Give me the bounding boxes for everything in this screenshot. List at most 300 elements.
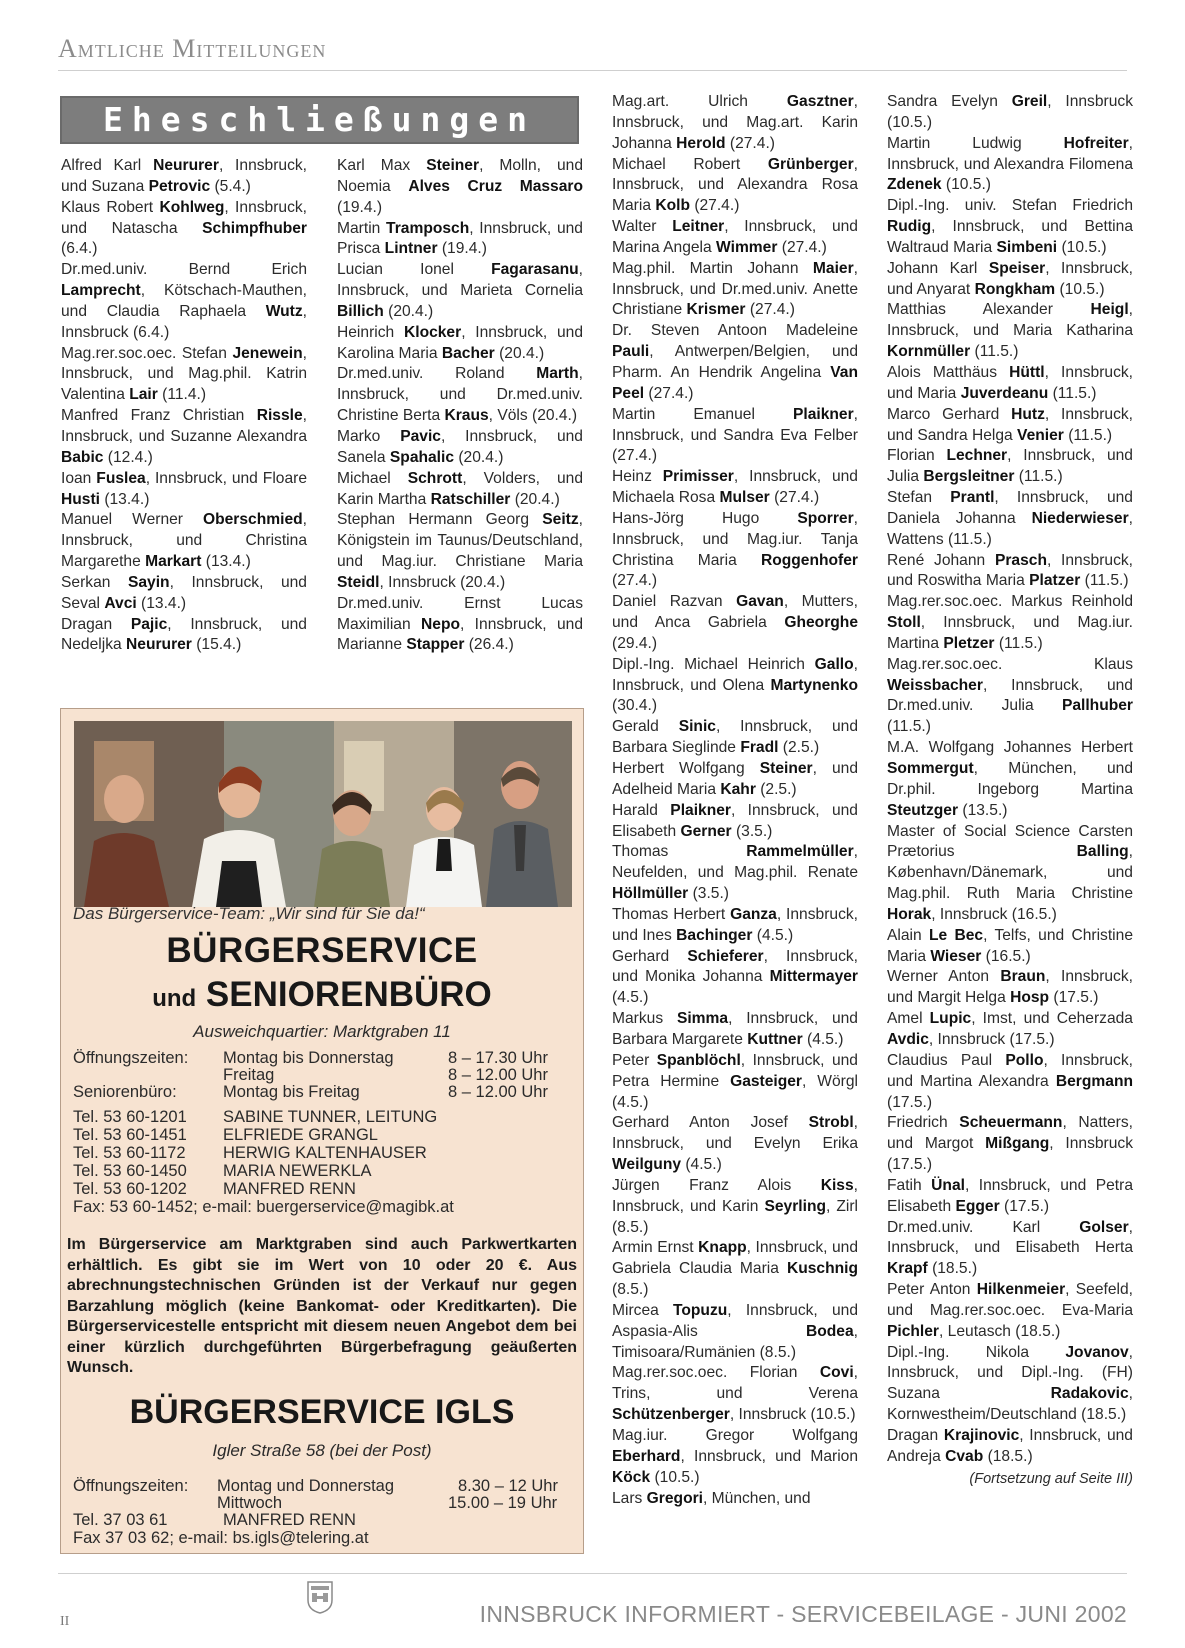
marriage-entry	[887, 1009, 1133, 1051]
marriage-entry	[887, 1051, 1133, 1114]
seniorenbuero-title	[61, 975, 583, 1015]
entry-date: (13.4.)	[201, 553, 251, 571]
igls-name: MANFRED RENN	[223, 1511, 356, 1529]
entry-given-name: Marco Gerhard	[887, 405, 1012, 423]
entry-surname: Pauli	[612, 343, 650, 361]
entry-date: (13.5.)	[958, 801, 1008, 819]
entry-surname: Steiner	[759, 760, 813, 777]
marriage-entry	[887, 92, 1133, 134]
entry-text: , Innsbruck, und Julia	[887, 447, 1133, 486]
entry-surname: Pichler	[887, 1322, 940, 1340]
marriage-entry	[612, 1009, 858, 1051]
entry-text: , Seefeld, und Mag.rer.soc.oec. Eva-Maria	[887, 1281, 1133, 1319]
igls-hours-label: Öffnungszeiten:	[73, 1477, 189, 1495]
marriage-entry	[612, 1176, 858, 1239]
entry-surname: Kahr	[720, 780, 756, 798]
entry-surname: Kiss	[820, 1176, 854, 1194]
entry-date: (4.5.)	[612, 989, 649, 1007]
marriage-entry	[887, 1176, 1133, 1218]
buergerservice-title: BÜRGERSERVICE	[166, 931, 478, 970]
entry-text: , Innsbruck, und Natascha	[61, 198, 307, 237]
entry-text: , München, und Dr.phil. Ingeborg Martina	[887, 760, 1133, 798]
entry-surname: Hutz	[1011, 405, 1045, 423]
entry-surname: Pollo	[1005, 1051, 1044, 1069]
entry-given-name: Gerhard Anton Josef	[612, 1114, 809, 1132]
entry-surname: Krajinovic	[943, 1427, 1020, 1444]
running-head: Amtliche Mitteilungen	[58, 34, 327, 63]
entry-surname: Lintner	[384, 240, 438, 258]
section-banner	[60, 96, 579, 144]
entry-text: , Innsbruck, und Daniela Johanna	[887, 489, 1133, 527]
entry-surname: Gasztner	[786, 93, 854, 110]
entry-text: , Innsbruck, und Floare	[145, 469, 307, 487]
entry-text: , Innsbruck, und Petra Elisabeth	[887, 1176, 1134, 1215]
entry-surname: Balling	[1076, 843, 1129, 861]
entry-given-name: Herbert Wolfgang	[612, 760, 760, 777]
entry-surname: Zdenek	[887, 176, 942, 194]
entry-date: (11.5.)	[887, 718, 931, 736]
entry-surname: Tramposch	[386, 219, 470, 237]
entry-text: , Antwerpen/Belgien, und Pharm. An Hendrik Angelina	[612, 343, 858, 381]
entry-surname: Pavic	[400, 427, 441, 445]
marriage-entry	[61, 510, 307, 573]
entry-date: (29.4.)	[612, 634, 658, 652]
entry-given-name: Thomas Herbert	[612, 905, 731, 923]
entry-surname: Prasch	[994, 551, 1047, 569]
entry-surname: Simma	[676, 1010, 729, 1028]
entry-text: , Innsbruck, und Aspasia-Alis	[612, 1301, 858, 1340]
entry-given-name: Gerhard	[612, 947, 688, 965]
contact-phone: Tel. 53 60-1201	[73, 1108, 187, 1126]
marriage-entry	[337, 219, 583, 261]
entry-given-name: Mag.art. Ulrich	[612, 93, 787, 110]
entry-surname: Schieferer	[687, 947, 764, 965]
entry-given-name: Heinrich	[337, 323, 404, 341]
entry-text: , und Adelheid Maria	[612, 760, 859, 798]
marriage-entry	[887, 405, 1133, 447]
entry-date: (11.5.)	[970, 343, 1019, 361]
entry-date: (8.5.)	[612, 1281, 649, 1299]
marriage-entry	[337, 156, 583, 219]
marriage-entry	[612, 655, 858, 718]
entry-given-name: Werner Anton	[887, 968, 1001, 986]
marriage-entry	[612, 592, 858, 655]
entry-surname: Nepo	[421, 615, 460, 633]
entry-surname: Bacher	[441, 344, 495, 362]
photo-caption: Das Bürgerservice-Team: „Wir sind für Sie da!“	[73, 904, 425, 923]
marriage-entry	[612, 259, 858, 322]
hours-label: Seniorenbüro:	[73, 1083, 177, 1101]
hours-days: Montag bis Donnerstag	[223, 1049, 394, 1067]
entry-given-name: Mag.rer.soc.oec. Stefan	[61, 344, 233, 362]
entry-date: (27.4.)	[769, 489, 820, 507]
entry-surname: Hosp	[1010, 989, 1050, 1007]
entry-date: (20.4.)	[454, 448, 504, 466]
entry-given-name: Stefan	[887, 489, 951, 507]
marriage-entry	[887, 926, 1133, 968]
entry-date: , Völs (20.4.)	[488, 407, 578, 425]
entry-surname: Steidl	[337, 573, 380, 591]
hours-time: 8 – 17.30 Uhr	[448, 1049, 548, 1067]
marriage-entry	[612, 467, 858, 509]
contact-phone: Tel. 53 60-1202	[73, 1180, 187, 1198]
marriage-entry	[612, 509, 858, 592]
entry-date: (20.4.)	[510, 490, 560, 508]
entry-date: (16.5.)	[981, 947, 1031, 965]
entry-surname: Juverdeanu	[960, 384, 1049, 402]
entry-surname: Sayin	[127, 573, 170, 591]
entry-text: , Innsbruck, und Dr.med.univ. Christine Berta	[337, 365, 583, 425]
entry-surname: Wimmer	[716, 238, 778, 256]
marriage-entry	[612, 1113, 858, 1176]
entry-date: (3.5.)	[731, 822, 773, 840]
marriage-entry	[887, 134, 1133, 197]
contact-name: HERWIG KALTENHAUSER	[223, 1144, 427, 1162]
entry-date: (27.4.)	[644, 384, 694, 402]
contact-name: SABINE TUNNER, LEITUNG	[223, 1108, 438, 1126]
entry-surname: Bergmann	[1055, 1072, 1133, 1090]
entry-surname: Herold	[676, 134, 726, 152]
entry-text: , Innsbruck, und Dr.med.univ. Anette Christiane	[612, 259, 858, 319]
entry-text: , Innsbruck, und Andreja	[887, 1427, 1133, 1465]
entry-text: , Innsbruck, und Prisca	[337, 219, 583, 258]
team-photo-illustration	[74, 721, 572, 907]
marriage-entry	[887, 1343, 1133, 1426]
entry-given-name: Lucian Ionel	[337, 261, 492, 279]
entry-date: , Innsbruck (17.5.)	[928, 1030, 1055, 1048]
entry-date: , Wörgl (4.5.)	[612, 1072, 858, 1111]
entry-text: , Innsbruck, und Bettina Waltraud Maria	[887, 218, 1133, 256]
contact-phone: Tel. 53 60-1172	[73, 1144, 186, 1162]
parkwertkarten-notice: Im Bürgerservice am Marktgraben sind auch Parkwertkarten erhältlich. Es gibt sie im Wert von 10 oder 20 €. Aus abrechnungstechnischen Gründen ist der Verkauf nur gegen Barzahlung möglich (keine Bankomat- oder Kreditkarten). Die Bürgerservicestelle entspricht mit diesem neuen Angebot dem bei einer kürzlich durchgeführten Bürgerbefragung geäußerten Wunsch.	[67, 1236, 577, 1376]
entry-given-name: Armin Ernst	[612, 1239, 699, 1257]
entry-surname: Plaikner	[792, 405, 854, 423]
entry-date: (27.4.)	[745, 301, 795, 319]
entry-text: , Innsbruck, und Evelyn Erika	[612, 1114, 858, 1153]
entry-surname: Heigl	[1090, 301, 1129, 319]
entry-surname: Seitz	[542, 511, 579, 529]
entry-surname: Gallo	[814, 655, 854, 673]
entry-surname: Mulser	[719, 489, 770, 507]
marriage-entry	[887, 1113, 1133, 1176]
entry-text: , Innsbruck, und Karolina Maria	[337, 323, 583, 362]
entry-given-name: Mag.phil. Martin Johann	[612, 259, 813, 277]
marriage-entry	[887, 822, 1133, 926]
marriage-entry	[337, 427, 583, 469]
marriage-entry	[887, 1280, 1133, 1343]
entry-text: , Innsbruck, und Seval	[61, 573, 307, 612]
entry-text: , Neufelden, und Mag.phil. Renate	[612, 843, 858, 882]
entry-surname: Leitner	[672, 218, 725, 236]
entry-surname: Greil	[1011, 93, 1048, 110]
entry-surname: Neururer	[153, 157, 219, 174]
entry-text: , Trins, und Verena	[612, 1364, 858, 1403]
entry-date: (13.4.)	[99, 490, 150, 508]
marriage-entry	[337, 469, 583, 511]
entry-surname: Maier	[812, 259, 854, 277]
header-rule	[58, 70, 1127, 71]
entry-date: , Innsbruck (6.4.)	[61, 302, 307, 341]
entry-given-name: Alois Matthäus	[887, 363, 1010, 381]
entry-text: , Innsbruck, und Mag.iur. Martina	[887, 614, 1133, 652]
entry-given-name: René Johann	[887, 551, 995, 569]
entry-surname: Gavan	[736, 593, 784, 611]
entry-given-name: Sandra Evelyn	[887, 93, 1012, 110]
marriage-entry	[612, 92, 858, 155]
entry-date: (27.4.)	[725, 134, 775, 152]
entry-surname: Steiner	[426, 157, 480, 174]
entry-text: , Volders, und Karin Martha	[337, 469, 583, 508]
entry-surname: Rudig	[887, 218, 932, 236]
entry-given-name: Manfred Franz Christian	[61, 407, 257, 425]
entry-surname: Wutz	[265, 302, 303, 320]
entry-given-name: Florian	[887, 447, 947, 465]
column-1	[61, 156, 307, 656]
entry-given-name: Peter	[612, 1051, 657, 1069]
entry-surname: Knapp	[698, 1239, 747, 1257]
hours-time: 8 – 12.00 Uhr	[448, 1066, 548, 1084]
entry-text: , Innsbruck, und Nedeljka	[61, 615, 307, 654]
entry-surname: Gerner	[680, 822, 732, 840]
marriage-entry	[612, 1051, 858, 1114]
entry-given-name: Dr.med.univ. Karl	[887, 1218, 1080, 1236]
entry-given-name: Harald	[612, 801, 671, 819]
entry-date: , Leutasch (18.5.)	[939, 1322, 1061, 1340]
entry-text: , Innsbruck, und Marina Angela	[612, 218, 858, 256]
marriage-entry	[887, 363, 1133, 405]
entry-given-name: Dr.med.univ. Bernd Erich	[61, 261, 307, 279]
marriage-entry	[337, 364, 583, 427]
entry-date: , Wattens (11.5.)	[887, 509, 1133, 548]
entry-given-name: Peter Anton	[887, 1281, 977, 1299]
entry-text: , Innsbruck, und Maria Katharina	[887, 301, 1133, 340]
entry-date: (19.4.)	[437, 240, 487, 258]
marriage-entry	[61, 615, 307, 657]
entry-date: (11.5.)	[994, 634, 1043, 652]
entry-text: , Innsbruck, und Marieta Cornelia	[337, 261, 583, 300]
marriage-entry	[887, 551, 1133, 593]
marriage-entry	[887, 967, 1133, 1009]
entry-surname: Prantl	[950, 489, 995, 507]
marriage-entry	[612, 947, 858, 1010]
entry-surname: Petrovic	[148, 177, 211, 195]
buergerservice-ad	[60, 708, 584, 1554]
entry-given-name: Thomas	[612, 843, 747, 861]
entry-surname: Speiser	[988, 259, 1046, 277]
entry-text: , Innsbruck, und Gabriela Claudia Maria	[612, 1239, 858, 1278]
entry-surname: Ünal	[931, 1176, 965, 1194]
entry-given-name: Hans-Jörg Hugo	[612, 509, 798, 527]
entry-given-name: Markus	[612, 1010, 677, 1028]
entry-given-name: Michael Robert	[612, 155, 768, 173]
entry-text: , Innsbruck, und Petra Hermine	[612, 1051, 858, 1090]
entry-date: (5.4.)	[210, 177, 251, 195]
entry-surname: Kuttner	[747, 1030, 803, 1048]
entry-date: , Kornwestheim/Deutschland (18.5.)	[887, 1385, 1133, 1424]
entry-surname: Spahalic	[389, 448, 455, 466]
marriage-entry	[887, 655, 1133, 738]
igls-hours-days: Mittwoch	[217, 1494, 283, 1512]
entry-given-name: Mag.rer.soc.oec. Klaus	[887, 655, 1133, 673]
entry-date: , Innsbruck (17.5.)	[887, 1135, 1133, 1174]
entry-date: (12.4.)	[103, 448, 153, 466]
entry-surname: Krismer	[686, 301, 746, 319]
marriage-entry	[61, 406, 307, 469]
entry-date: (10.5.)	[941, 176, 991, 194]
entry-surname: Egger	[955, 1197, 1000, 1215]
entry-date: , Innsbruck (10.5.)	[729, 1406, 856, 1424]
entry-surname: Van Peel	[612, 363, 858, 402]
entry-date: (19.4.)	[337, 198, 383, 216]
entry-date: (20.4.)	[383, 302, 434, 320]
marriage-entry	[887, 738, 1133, 821]
entry-text: , Innsbruck, und Ines	[612, 905, 858, 944]
entry-date: (15.4.)	[191, 636, 242, 654]
entry-given-name: M.A. Wolfgang Johannes Herbert	[887, 739, 1133, 757]
contact-row	[73, 1127, 573, 1145]
entry-date: (10.5.)	[650, 1468, 700, 1486]
entry-given-name: Dragan	[61, 615, 131, 633]
contact-name: MANFRED RENN	[223, 1180, 356, 1198]
entry-surname: Lair	[129, 386, 158, 404]
seniorenbuero-word: SENIORENBÜRO	[205, 975, 492, 1014]
entry-surname: Hüttl	[1009, 363, 1045, 381]
entry-text: , Innsbruck, und Dipl.-Ing. (FH) Suzana	[887, 1343, 1133, 1403]
entry-surname: Topuzu	[673, 1301, 728, 1319]
entry-text: , Innsbruck (10.5.)	[887, 93, 1133, 131]
marriage-entry	[887, 488, 1133, 551]
entry-text: , Innsbruck, und Barbara Margarete	[612, 1010, 858, 1048]
entry-surname: Cvab	[945, 1447, 984, 1465]
entry-surname: Gregori	[646, 1489, 703, 1507]
entry-surname: Mittermayer	[769, 968, 858, 986]
entry-surname: Steutzger	[887, 801, 959, 819]
entry-date: (17.5.)	[999, 1197, 1050, 1215]
entry-date: (13.4.)	[136, 594, 187, 612]
entry-given-name: Dipl.-Ing. univ. Stefan Friedrich	[887, 197, 1133, 215]
entry-surname: Stoll	[887, 614, 921, 632]
entry-date: (11.5.)	[1063, 426, 1113, 444]
entry-surname: Scheuermann	[959, 1114, 1063, 1132]
contact-row	[73, 1109, 573, 1127]
entry-text: , Innsbruck, und Alexandra Filomena	[887, 134, 1133, 173]
entry-text: , Kötschach-Mauthen, und Claudia Raphaela	[61, 282, 307, 320]
entry-given-name: Martin Ludwig	[887, 134, 1064, 152]
entry-surname: Rissle	[256, 407, 303, 425]
entry-text: , Innsbruck, und Sanela	[337, 427, 583, 466]
entry-date: (4.5.)	[752, 926, 794, 944]
entry-text: , Innsbruck, und Marion	[680, 1447, 858, 1465]
entry-given-name: Martin	[337, 219, 387, 237]
entry-date: (20.4.)	[494, 344, 545, 362]
entry-surname: Eberhard	[612, 1447, 681, 1465]
entry-text: , Innsbruck, und Christina Margarethe	[61, 511, 307, 571]
entry-text: , Innsbruck, und Michaela Rosa	[612, 468, 858, 507]
entry-text: , Innsbruck, und Martina Alexandra	[887, 1051, 1133, 1090]
entry-surname: Fuslea	[96, 469, 146, 487]
entry-text: , Innsbruck, und Olena	[612, 655, 858, 694]
marriage-entry	[612, 1426, 858, 1489]
entry-given-name: Ioan	[61, 469, 97, 487]
hours-days: Freitag	[223, 1066, 275, 1084]
marriage-entry	[887, 196, 1133, 259]
entry-surname: Rammelmüller	[746, 843, 854, 861]
entry-surname: Jenewein	[232, 344, 303, 362]
entry-surname: Gasteiger	[730, 1072, 803, 1090]
footer-rule	[58, 1573, 1127, 1574]
entry-surname: Schimpfhuber	[202, 219, 307, 237]
column-4	[887, 92, 1133, 1490]
entry-text: , Innsbruck, und Anyarat	[887, 259, 1133, 298]
entry-date: (18.5.)	[983, 1447, 1033, 1465]
entry-text: , Innsbruck, und Sandra Helga	[887, 405, 1133, 444]
entry-given-name: Klaus Robert	[61, 198, 160, 216]
entry-given-name: Serkan	[61, 573, 128, 591]
marriage-entry	[887, 1426, 1133, 1468]
entry-given-name: Dr.med.univ. Roland	[337, 365, 537, 383]
marriage-entry	[612, 217, 858, 259]
contact-row	[73, 1145, 573, 1163]
entry-given-name: Dipl.-Ing. Michael Heinrich	[612, 655, 815, 673]
entry-date: (11.5.)	[1048, 384, 1097, 402]
entry-surname: Weissbacher	[887, 676, 983, 694]
entry-surname: Krapf	[887, 1260, 928, 1278]
entry-surname: Ganza	[730, 905, 777, 923]
entry-text: , Innsbruck, und Elisabeth Herta	[887, 1218, 1133, 1257]
hours-days: Montag bis Freitag	[223, 1083, 360, 1101]
entry-surname: Babic	[61, 448, 104, 466]
entry-text: , Innsbruck, und Karin	[612, 1176, 858, 1215]
entry-given-name: Jürgen Franz Alois	[612, 1176, 821, 1194]
hours-label: Öffnungszeiten:	[73, 1049, 189, 1067]
marriage-entry	[612, 405, 858, 468]
contact-phone: Tel. 53 60-1451	[73, 1126, 187, 1144]
entry-date: (4.5.)	[681, 1156, 722, 1174]
entry-surname: Hilkenmeier	[976, 1281, 1066, 1299]
entry-given-name: Dragan	[887, 1427, 944, 1444]
igls-hours-days: Montag und Donnerstag	[217, 1477, 395, 1495]
entry-surname: Radakovic	[1050, 1385, 1129, 1403]
entry-given-name: Gerald	[612, 718, 679, 736]
entry-text: , Innsbruck, und Mag.art. Karin Johanna	[612, 93, 858, 152]
marriage-entry	[612, 1489, 858, 1510]
entry-given-name: Master of Social Science Carsten Prætorius	[887, 822, 1133, 861]
marriage-entry	[61, 198, 307, 261]
entry-surname: Rongkham	[974, 280, 1056, 298]
entry-text: , Innsbruck, und Maria	[887, 363, 1133, 402]
entry-surname: Fradl	[740, 739, 779, 757]
entry-surname: Schrott	[407, 469, 463, 487]
entry-text: , Telfs, und Christine Maria	[887, 926, 1133, 965]
marriage-entry	[612, 717, 858, 759]
entry-surname: Plaikner	[670, 801, 731, 819]
entry-text: , Innsbruck, und Margit Helga	[887, 968, 1133, 1007]
entry-given-name: Daniel Razvan	[612, 593, 737, 611]
entry-surname: Sinic	[678, 718, 716, 736]
team-photo	[74, 721, 572, 907]
marriage-entry	[61, 156, 307, 198]
entry-surname: Platzer	[1029, 572, 1081, 590]
marriage-entry	[887, 446, 1133, 488]
ausweichquartier: Ausweichquartier: Marktgraben 11	[193, 1022, 451, 1041]
entry-surname: Köck	[612, 1468, 651, 1486]
entry-surname: Neururer	[126, 636, 192, 654]
entry-surname: Lamprecht	[61, 282, 141, 300]
entry-surname: Husti	[61, 490, 100, 508]
entry-given-name: Friedrich	[887, 1114, 960, 1132]
entry-surname: Lupic	[929, 1010, 972, 1028]
marriage-entry	[337, 594, 583, 657]
